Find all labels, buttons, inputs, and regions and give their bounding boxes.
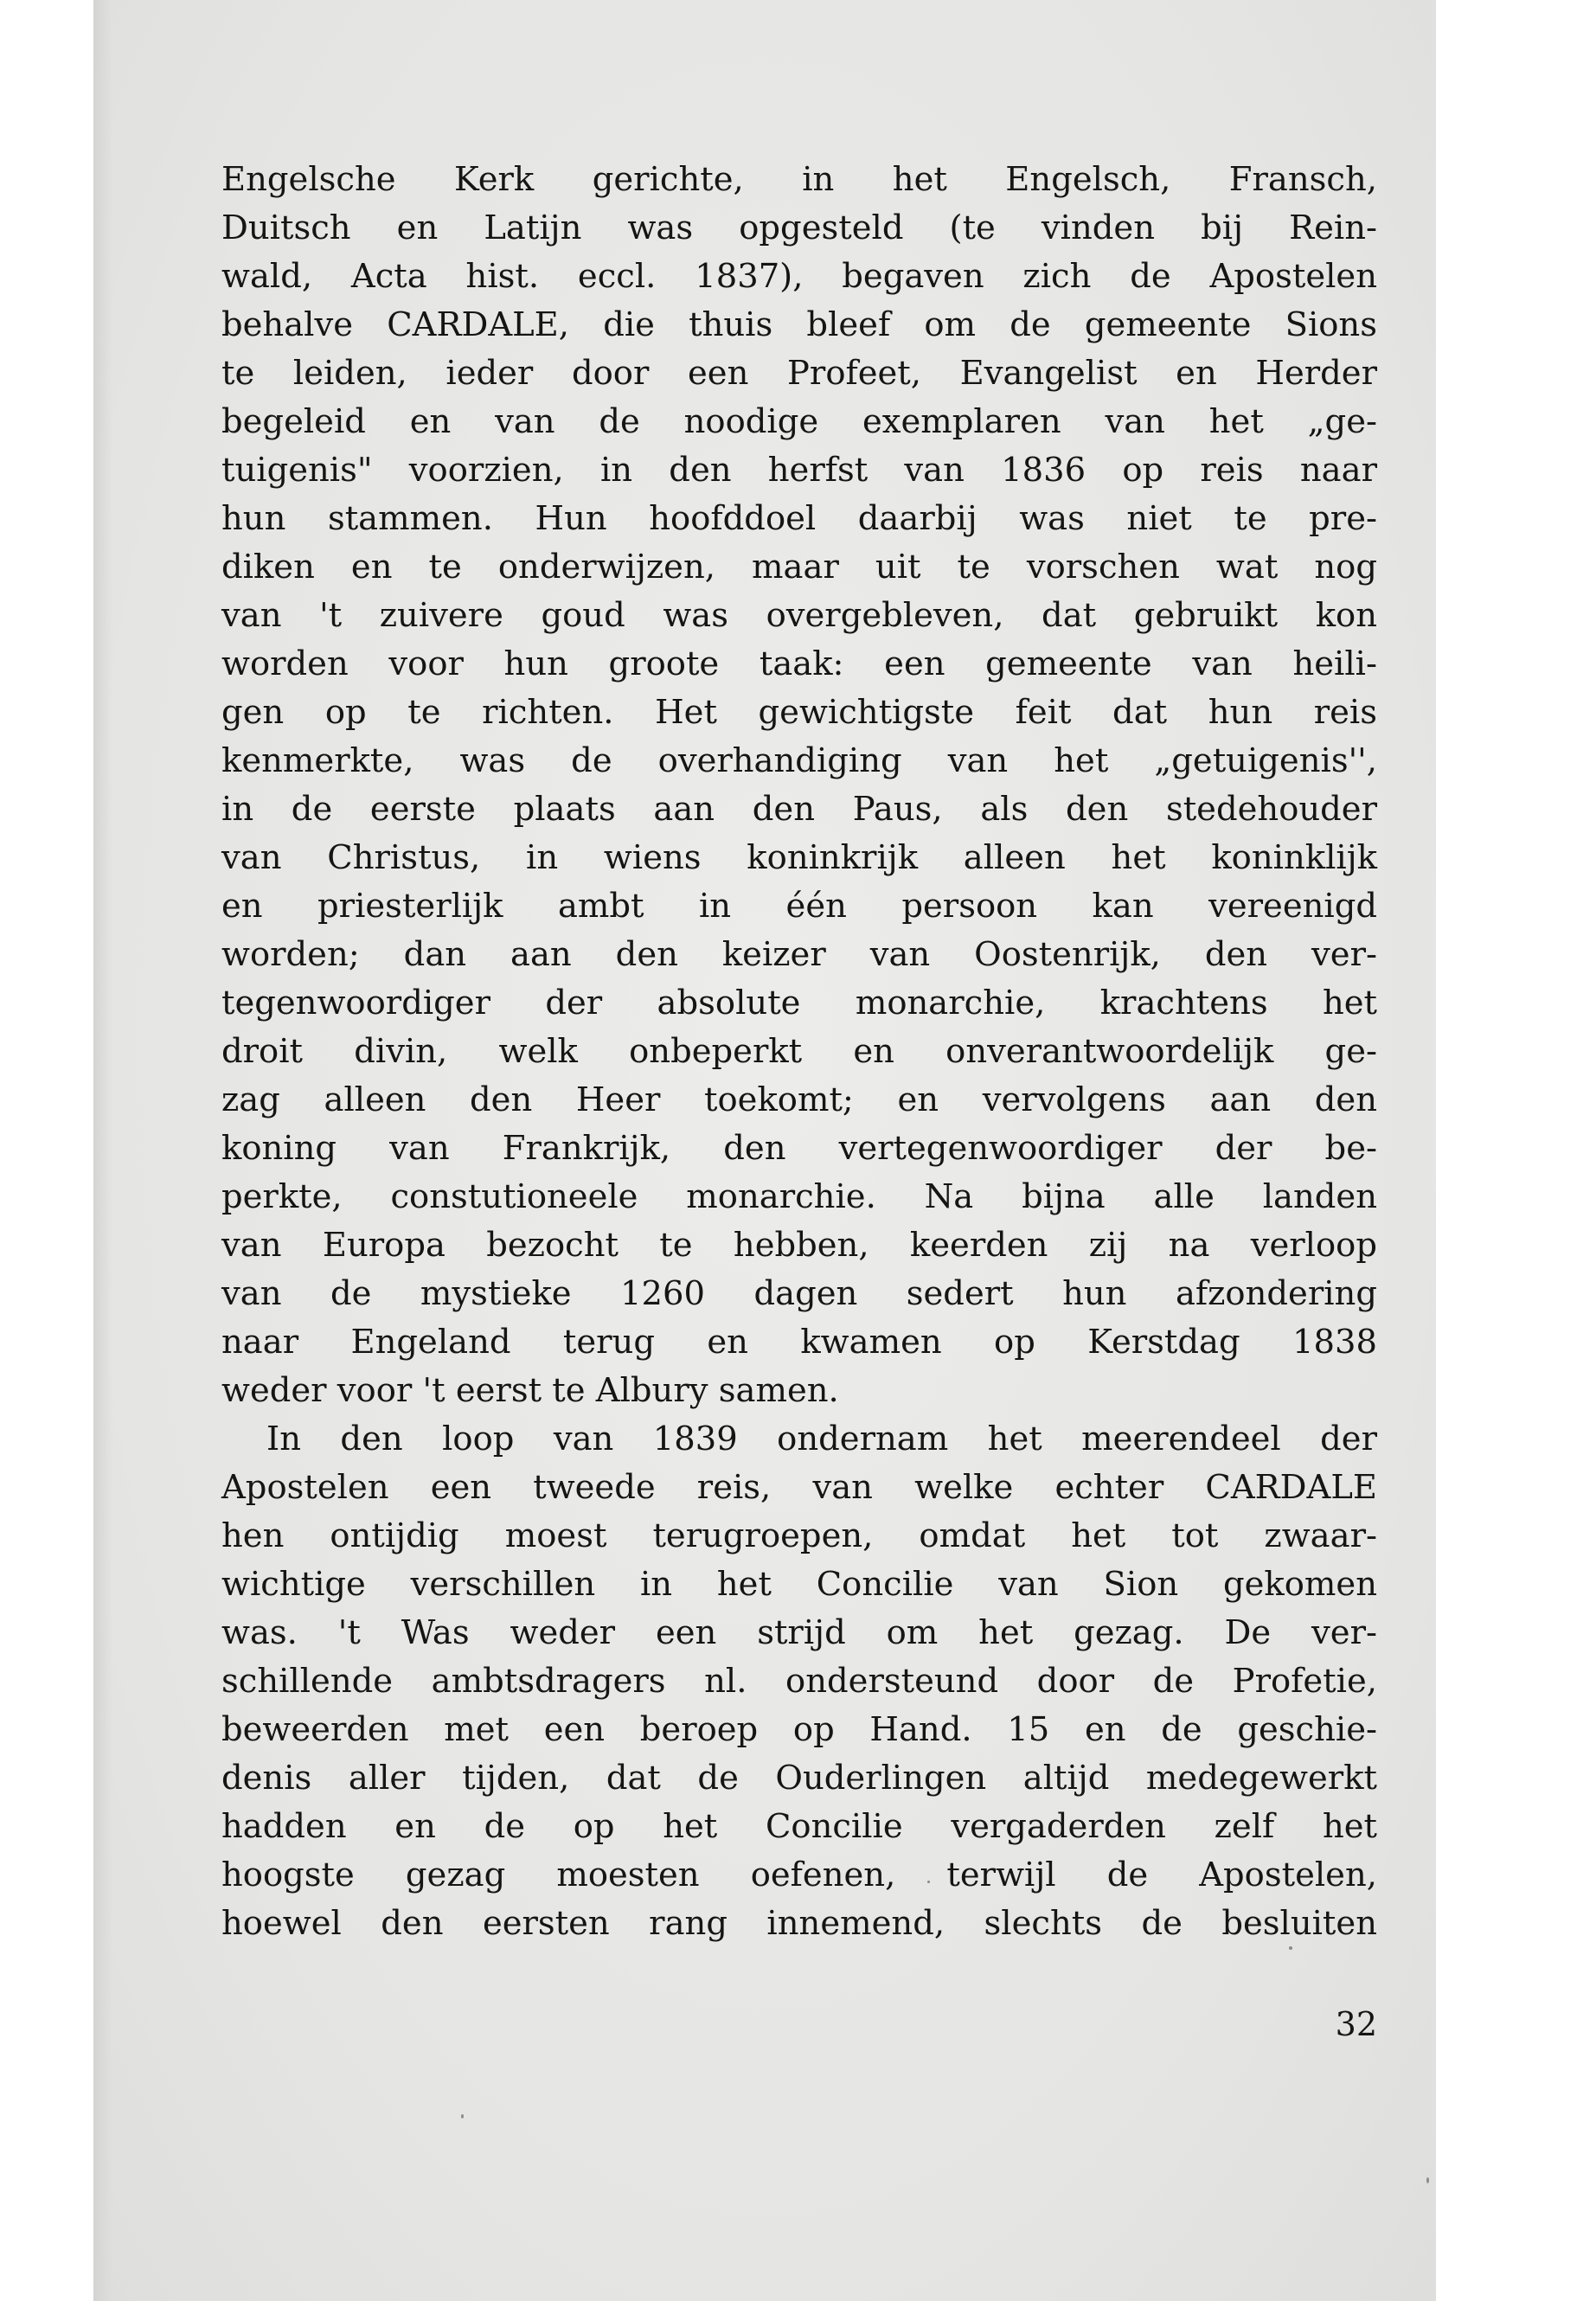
text-line: hen ontijdig moest terugroepen, omdat het tot zwaar- bbox=[221, 1516, 1377, 1555]
text-line: hun stammen. Hun hoofddoel daarbij was niet te pre- bbox=[221, 499, 1377, 538]
text-line: wald, Acta hist. eccl. 1837), begaven zich de Apostelen bbox=[221, 257, 1377, 296]
text-line: wichtige verschillen in het Concilie van Sion gekomen bbox=[221, 1565, 1377, 1604]
text-line: gen op te richten. Het gewichtigste feit dat hun reis bbox=[221, 693, 1377, 732]
body-text bbox=[221, 156, 1377, 1948]
text-line: koning van Frankrijk, den vertegenwoordiger der be- bbox=[221, 1129, 1377, 1168]
text-line: kenmerkte, was de overhandiging van het „getuigenis'', bbox=[221, 741, 1377, 780]
text-line: hoewel den eersten rang innemend, slechts de besluiten bbox=[221, 1904, 1377, 1943]
text-line: schillende ambtsdragers nl. ondersteund door de Profetie, bbox=[221, 1662, 1377, 1701]
text-line: beweerden met een beroep op Hand. 15 en de geschie- bbox=[221, 1710, 1377, 1749]
page-number: 32 bbox=[1335, 2005, 1377, 2043]
text-line-paragraph-end: weder voor 't eerst te Albury samen. bbox=[221, 1371, 839, 1410]
text-line: denis aller tijden, dat de Ouderlingen altijd medegewerkt bbox=[221, 1759, 1377, 1798]
text-line: van de mystieke 1260 dagen sedert hun afzondering bbox=[221, 1274, 1377, 1313]
text-line: en priesterlijk ambt in één persoon kan vereenigd bbox=[221, 887, 1377, 926]
text-line: Engelsche Kerk gerichte, in het Engelsch, Fransch, bbox=[221, 160, 1377, 199]
text-line: was. 't Was weder een strijd om het gezag. De ver- bbox=[221, 1613, 1377, 1652]
text-line: behalve CARDALE, die thuis bleef om de gemeente Sions bbox=[221, 305, 1377, 344]
text-line: in de eerste plaats aan den Paus, als den stedehouder bbox=[221, 790, 1377, 829]
text-line: zag alleen den Heer toekomt; en vervolgens aan den bbox=[221, 1080, 1377, 1119]
text-line: droit divin, welk onbeperkt en onverantwoordelijk ge- bbox=[221, 1032, 1377, 1071]
text-line: hoogste gezag moesten oefenen, terwijl de Apostelen, bbox=[221, 1856, 1377, 1894]
text-line: worden voor hun groote taak: een gemeente van heili- bbox=[221, 644, 1377, 683]
text-line: van 't zuivere goud was overgebleven, dat gebruikt kon bbox=[221, 596, 1377, 635]
text-line: te leiden, ieder door een Profeet, Evangelist en Herder bbox=[221, 354, 1377, 393]
text-line: diken en te onderwijzen, maar uit te vorschen wat nog bbox=[221, 548, 1377, 586]
text-line-paragraph-start: In den loop van 1839 ondernam het meerendeel der bbox=[266, 1420, 1377, 1458]
text-line: hadden en de op het Concilie vergaderden zelf het bbox=[221, 1807, 1377, 1846]
text-line: naar Engeland terug en kwamen op Kerstdag 1838 bbox=[221, 1323, 1377, 1362]
text-line: tuigenis" voorzien, in den herfst van 1836 op reis naar bbox=[221, 451, 1377, 490]
text-line: Apostelen een tweede reis, van welke echter CARDALE bbox=[221, 1468, 1377, 1507]
text-line: tegenwoordiger der absolute monarchie, krachtens het bbox=[221, 984, 1377, 1022]
text-line: van Christus, in wiens koninkrijk alleen het koninklijk bbox=[221, 838, 1377, 877]
text-line: van Europa bezocht te hebben, keerden zij na verloop bbox=[221, 1226, 1377, 1265]
text-line: perkte, constutioneele monarchie. Na bijna alle landen bbox=[221, 1177, 1377, 1216]
text-line: worden; dan aan den keizer van Oostenrijk, den ver- bbox=[221, 935, 1377, 974]
paper-speck bbox=[461, 2114, 464, 2118]
text-line: begeleid en van de noodige exemplaren van het „ge- bbox=[221, 402, 1377, 441]
text-line: Duitsch en Latijn was opgesteld (te vinden bij Rein- bbox=[221, 208, 1377, 247]
paper-speck bbox=[1426, 2177, 1429, 2183]
page-shadow-edge bbox=[93, 0, 112, 2301]
